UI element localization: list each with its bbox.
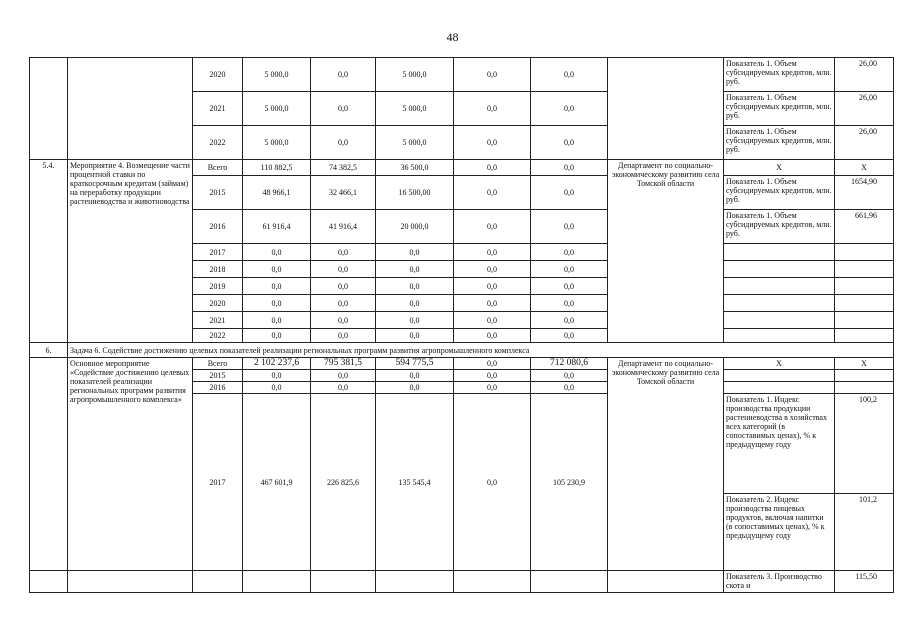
year-cell: 2020: [193, 58, 243, 92]
federal-cell: 795 381,5: [311, 358, 376, 370]
regional-cell: 135 545,4: [376, 394, 454, 571]
indicator-value-cell: 26,00: [835, 58, 894, 92]
indicator-value-cell: [835, 370, 894, 382]
num-cell: [30, 571, 68, 593]
indicator-cell: Показатель 3. Производство скота и: [724, 571, 835, 593]
extra-cell: 712 080,6: [531, 358, 608, 370]
extra-cell: 0,0: [531, 382, 608, 394]
federal-cell: 0,0: [311, 92, 376, 126]
table-row: [30, 58, 894, 92]
federal-cell: 0,0: [311, 312, 376, 329]
department-cell: Департамент по социально-экономическому развитию села Томской области: [608, 358, 724, 571]
task-row: [30, 343, 894, 358]
task-num-cell: 6.: [30, 343, 68, 358]
regional-cell: 0,0: [376, 312, 454, 329]
indicator-cell: [724, 278, 835, 295]
indicator-cell: [724, 261, 835, 278]
total-cell: 0,0: [243, 382, 311, 394]
year-cell: 2021: [193, 92, 243, 126]
year-cell: [193, 571, 243, 593]
local-cell: 0,0: [454, 370, 531, 382]
indicator-value-cell: 100,2: [835, 394, 894, 494]
year-cell: 2015: [193, 176, 243, 210]
regional-cell: 0,0: [376, 370, 454, 382]
indicator-value-cell: 1654,90: [835, 176, 894, 210]
extra-cell: 0,0: [531, 92, 608, 126]
event-name-cell: Основное мероприятие «Содействие достижению целевых показателей реализации региональных программ развития агропромышленного комплекса»: [68, 358, 193, 571]
regional-cell: 5 000,0: [376, 92, 454, 126]
local-cell: 0,0: [454, 58, 531, 92]
local-cell: 0,0: [454, 92, 531, 126]
year-cell: 2019: [193, 278, 243, 295]
total-cell: 0,0: [243, 261, 311, 278]
extra-cell: 0,0: [531, 210, 608, 244]
indicator-value-cell: [835, 382, 894, 394]
year-cell: Всего: [193, 358, 243, 370]
total-cell: 0,0: [243, 244, 311, 261]
program-table: [29, 57, 894, 593]
table-row: [30, 358, 894, 370]
local-cell: 0,0: [454, 358, 531, 370]
num-cell: 5.4.: [30, 160, 68, 343]
local-cell: 0,0: [454, 312, 531, 329]
indicator-value-cell: [835, 329, 894, 343]
extra-cell: 0,0: [531, 58, 608, 92]
regional-cell: 0,0: [376, 382, 454, 394]
local-cell: 0,0: [454, 160, 531, 176]
indicator-value-cell: [835, 312, 894, 329]
regional-cell: 0,0: [376, 244, 454, 261]
extra-cell: 0,0: [531, 176, 608, 210]
regional-cell: [376, 571, 454, 593]
num-cell: [30, 58, 68, 160]
total-cell: 61 916,4: [243, 210, 311, 244]
indicator-value-cell: 101,2: [835, 494, 894, 571]
year-cell: 2020: [193, 295, 243, 312]
regional-cell: 16 500,00: [376, 176, 454, 210]
federal-cell: 0,0: [311, 261, 376, 278]
total-cell: 0,0: [243, 329, 311, 343]
task-title-cell: Задача 6. Содействие достижению целевых показателей реализации региональных программ развития агропромышленного комплекса: [68, 343, 894, 358]
federal-cell: 0,0: [311, 58, 376, 92]
total-cell: 0,0: [243, 278, 311, 295]
year-cell: 2022: [193, 126, 243, 160]
indicator-cell: [724, 370, 835, 382]
indicator-cell: Показатель 1. Объем субсидируемых кредитов, млн. руб.: [724, 58, 835, 92]
indicator-cell: [724, 382, 835, 394]
table-row: [30, 571, 894, 593]
extra-cell: 0,0: [531, 370, 608, 382]
federal-cell: 0,0: [311, 329, 376, 343]
indicator-value-cell: [835, 295, 894, 312]
table-row: [30, 160, 894, 176]
year-cell: 2016: [193, 210, 243, 244]
indicator-value-cell: [835, 261, 894, 278]
year-cell: 2015: [193, 370, 243, 382]
federal-cell: 0,0: [311, 370, 376, 382]
regional-cell: 594 775,5: [376, 358, 454, 370]
local-cell: 0,0: [454, 394, 531, 571]
local-cell: 0,0: [454, 244, 531, 261]
indicator-value-cell: X: [835, 160, 894, 176]
year-cell: 2018: [193, 261, 243, 278]
extra-cell: 0,0: [531, 278, 608, 295]
local-cell: 0,0: [454, 210, 531, 244]
regional-cell: 20 000,0: [376, 210, 454, 244]
indicator-cell: X: [724, 358, 835, 370]
num-cell: [30, 358, 68, 571]
local-cell: 0,0: [454, 329, 531, 343]
federal-cell: [311, 571, 376, 593]
local-cell: 0,0: [454, 295, 531, 312]
indicator-value-cell: [835, 278, 894, 295]
indicator-value-cell: 115,50: [835, 571, 894, 593]
indicator-cell: [724, 329, 835, 343]
total-cell: 5 000,0: [243, 126, 311, 160]
federal-cell: 226 825,6: [311, 394, 376, 571]
total-cell: 0,0: [243, 312, 311, 329]
regional-cell: 0,0: [376, 261, 454, 278]
page-number: 48: [446, 30, 459, 44]
regional-cell: 0,0: [376, 278, 454, 295]
total-cell: 110 882,5: [243, 160, 311, 176]
year-cell: 2017: [193, 244, 243, 261]
indicator-cell: Показатель 1. Индекс производства продукции растениеводства в хозяйствах всех категорий (в сопоставимых ценах), % к предыдущему году: [724, 394, 835, 494]
local-cell: 0,0: [454, 176, 531, 210]
regional-cell: 5 000,0: [376, 126, 454, 160]
indicator-value-cell: 26,00: [835, 126, 894, 160]
indicator-cell: Показатель 1. Объем субсидируемых кредитов, млн. руб.: [724, 92, 835, 126]
department-cell: [608, 58, 724, 160]
local-cell: [454, 571, 531, 593]
indicator-value-cell: 661,96: [835, 210, 894, 244]
year-cell: 2022: [193, 329, 243, 343]
indicator-cell: [724, 312, 835, 329]
indicator-cell: Показатель 2. Индекс производства пищевых продуктов, включая напитки (в сопоставимых ценах), % к предыдущему году: [724, 494, 835, 571]
department-cell: [608, 571, 724, 593]
indicator-cell: Показатель 1. Объем субсидируемых кредитов, млн. руб.: [724, 126, 835, 160]
event-name-cell: [68, 58, 193, 160]
federal-cell: 0,0: [311, 295, 376, 312]
extra-cell: 105 230,9: [531, 394, 608, 571]
indicator-cell: Показатель 1. Объем субсидируемых кредитов, млн. руб.: [724, 210, 835, 244]
year-cell: 2017: [193, 394, 243, 571]
federal-cell: 0,0: [311, 382, 376, 394]
department-cell: Департамент по социально-экономическому развитию села Томской области: [608, 160, 724, 343]
federal-cell: 41 916,4: [311, 210, 376, 244]
federal-cell: 0,0: [311, 126, 376, 160]
indicator-value-cell: 26,00: [835, 92, 894, 126]
extra-cell: 0,0: [531, 160, 608, 176]
indicator-value-cell: X: [835, 358, 894, 370]
regional-cell: 5 000,0: [376, 58, 454, 92]
extra-cell: 0,0: [531, 261, 608, 278]
local-cell: 0,0: [454, 261, 531, 278]
indicator-cell: X: [724, 160, 835, 176]
local-cell: 0,0: [454, 382, 531, 394]
indicator-value-cell: [835, 244, 894, 261]
total-cell: 467 601,9: [243, 394, 311, 571]
event-name-cell: Мероприятие 4. Возмещение части процентной ставки по краткосрочным кредитам (займам) на переработку продукции растениеводства и животноводства: [68, 160, 193, 343]
year-cell: Всего: [193, 160, 243, 176]
year-cell: 2016: [193, 382, 243, 394]
total-cell: 5 000,0: [243, 92, 311, 126]
extra-cell: 0,0: [531, 295, 608, 312]
total-cell: 0,0: [243, 295, 311, 312]
total-cell: [243, 571, 311, 593]
total-cell: 2 102 237,6: [243, 358, 311, 370]
total-cell: 5 000,0: [243, 58, 311, 92]
indicator-cell: [724, 295, 835, 312]
extra-cell: 0,0: [531, 312, 608, 329]
extra-cell: [531, 571, 608, 593]
federal-cell: 0,0: [311, 278, 376, 295]
federal-cell: 74 382,5: [311, 160, 376, 176]
event-name-cell: [68, 571, 193, 593]
regional-cell: 0,0: [376, 329, 454, 343]
extra-cell: 0,0: [531, 329, 608, 343]
total-cell: 0,0: [243, 370, 311, 382]
local-cell: 0,0: [454, 126, 531, 160]
extra-cell: 0,0: [531, 126, 608, 160]
federal-cell: 32 466,1: [311, 176, 376, 210]
extra-cell: 0,0: [531, 244, 608, 261]
indicator-cell: [724, 244, 835, 261]
regional-cell: 36 500,0: [376, 160, 454, 176]
year-cell: 2021: [193, 312, 243, 329]
federal-cell: 0,0: [311, 244, 376, 261]
indicator-cell: Показатель 1. Объем субсидируемых кредитов, млн. руб.: [724, 176, 835, 210]
total-cell: 48 966,1: [243, 176, 311, 210]
local-cell: 0,0: [454, 278, 531, 295]
regional-cell: 0,0: [376, 295, 454, 312]
